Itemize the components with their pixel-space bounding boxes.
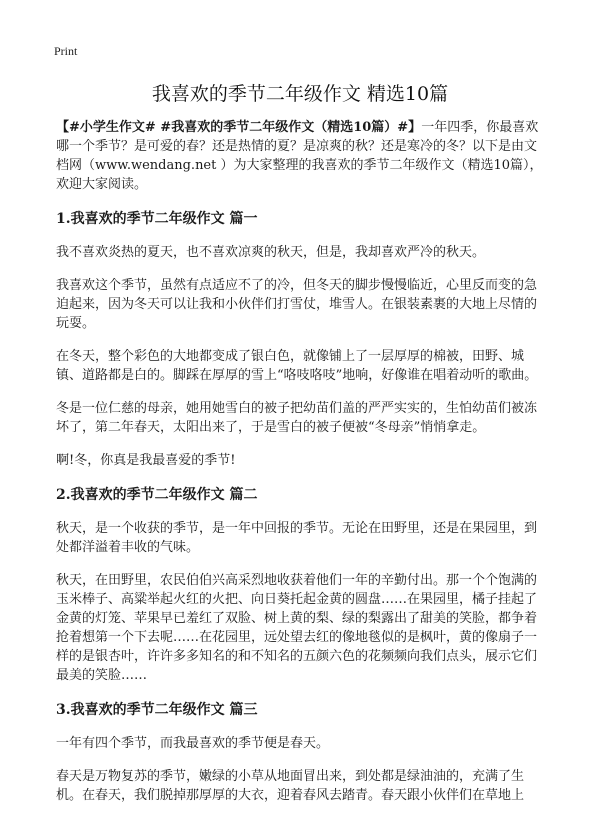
section-2-paragraph-1: 秋天，是一个收获的季节，是一年中回报的季节。无论在田野里，还是在果园里，到处都洋溢着丰收的气味。 <box>56 521 538 555</box>
section-heading-3: 3.我喜欢的季节二年级作文 篇三 <box>56 702 258 718</box>
section-heading-2: 2.我喜欢的季节二年级作文 篇二 <box>56 487 258 503</box>
section-3-paragraph-2: 春天是万物复苏的季节，嫩绿的小草从地面冒出来，到处都是绿油油的，充满了生机。在春天，我们脱掉那厚厚的大衣，迎着春风去踏青。春天跟小伙伴们在草地上 <box>56 769 525 803</box>
section-1-paragraph-5: 啊!冬，你真是我最喜爱的季节! <box>56 453 236 468</box>
intro-tag: 【#小学生作文# #我喜欢的季节二年级作文（精选10篇）#】 <box>56 120 422 135</box>
section-2-paragraph-2: 秋天，在田野里，农民伯伯兴高采烈地收获着他们一年的辛勤付出。那一个个饱满的玉米棒子、高粱举起火红的火把、向日葵托起金黄的圆盘……在果园里，橘子挂起了金黄的灯笼、苹果早已羞红了双脸、树上黄的梨、绿的梨露出了甜美的笑脸，都争着抢着想第一个下去呢……在花园里，远处望去红的像地毯似的是枫叶，黄的像扇子一样的是银杏叶，许许多多知名的和不知名的五颜六色的花频频向我们点头，展示它们最美的笑脸…… <box>56 573 538 683</box>
intro-paragraph <box>56 118 548 194</box>
section-1-paragraph-1: 我不喜欢炎热的夏天，也不喜欢凉爽的秋天，但是，我却喜欢严冷的秋天。 <box>56 245 486 260</box>
section-heading-1: 1.我喜欢的季节二年级作文 篇一 <box>56 211 258 227</box>
document-body <box>56 118 548 805</box>
section-1-paragraph-3: 在冬天，整个彩色的大地都变成了银白色，就像铺上了一层厚厚的棉被，田野、城镇、道路都是白的。脚踩在厚厚的雪上“咯吱咯吱”地响，好像谁在唱着动听的歌曲。 <box>56 349 538 383</box>
section-1-paragraph-2: 我喜欢这个季节，虽然有点适应不了的冷，但冬天的脚步慢慢临近，心里反而变的急迫起来，因为冬天可以让我和小伙伴们打雪仗，堆雪人。在银装素裹的大地上尽情的玩耍。 <box>56 278 538 331</box>
print-label: Print <box>54 44 78 58</box>
section-3-paragraph-1: 一年有四个季节，而我最喜欢的季节便是春天。 <box>56 736 330 751</box>
document-title: 我喜欢的季节二年级作文 精选10篇 <box>151 83 449 105</box>
section-1-paragraph-4: 冬是一位仁慈的母亲，她用她雪白的被子把幼苗们盖的严严实实的，生怕幼苗们被冻坏了，第二年春天，太阳出来了，于是雪白的被子便被“冬母亲”悄悄拿走。 <box>56 401 538 435</box>
intro-text: 一年四季，你最喜欢哪一个季节？是可爱的春？还是热情的夏？是凉爽的秋？还是寒冷的冬？以下是由文档网（www.wendang.net ）为大家整理的我喜欢的季节二年级作文（精选10篇），欢迎大家阅读。 <box>56 120 543 192</box>
